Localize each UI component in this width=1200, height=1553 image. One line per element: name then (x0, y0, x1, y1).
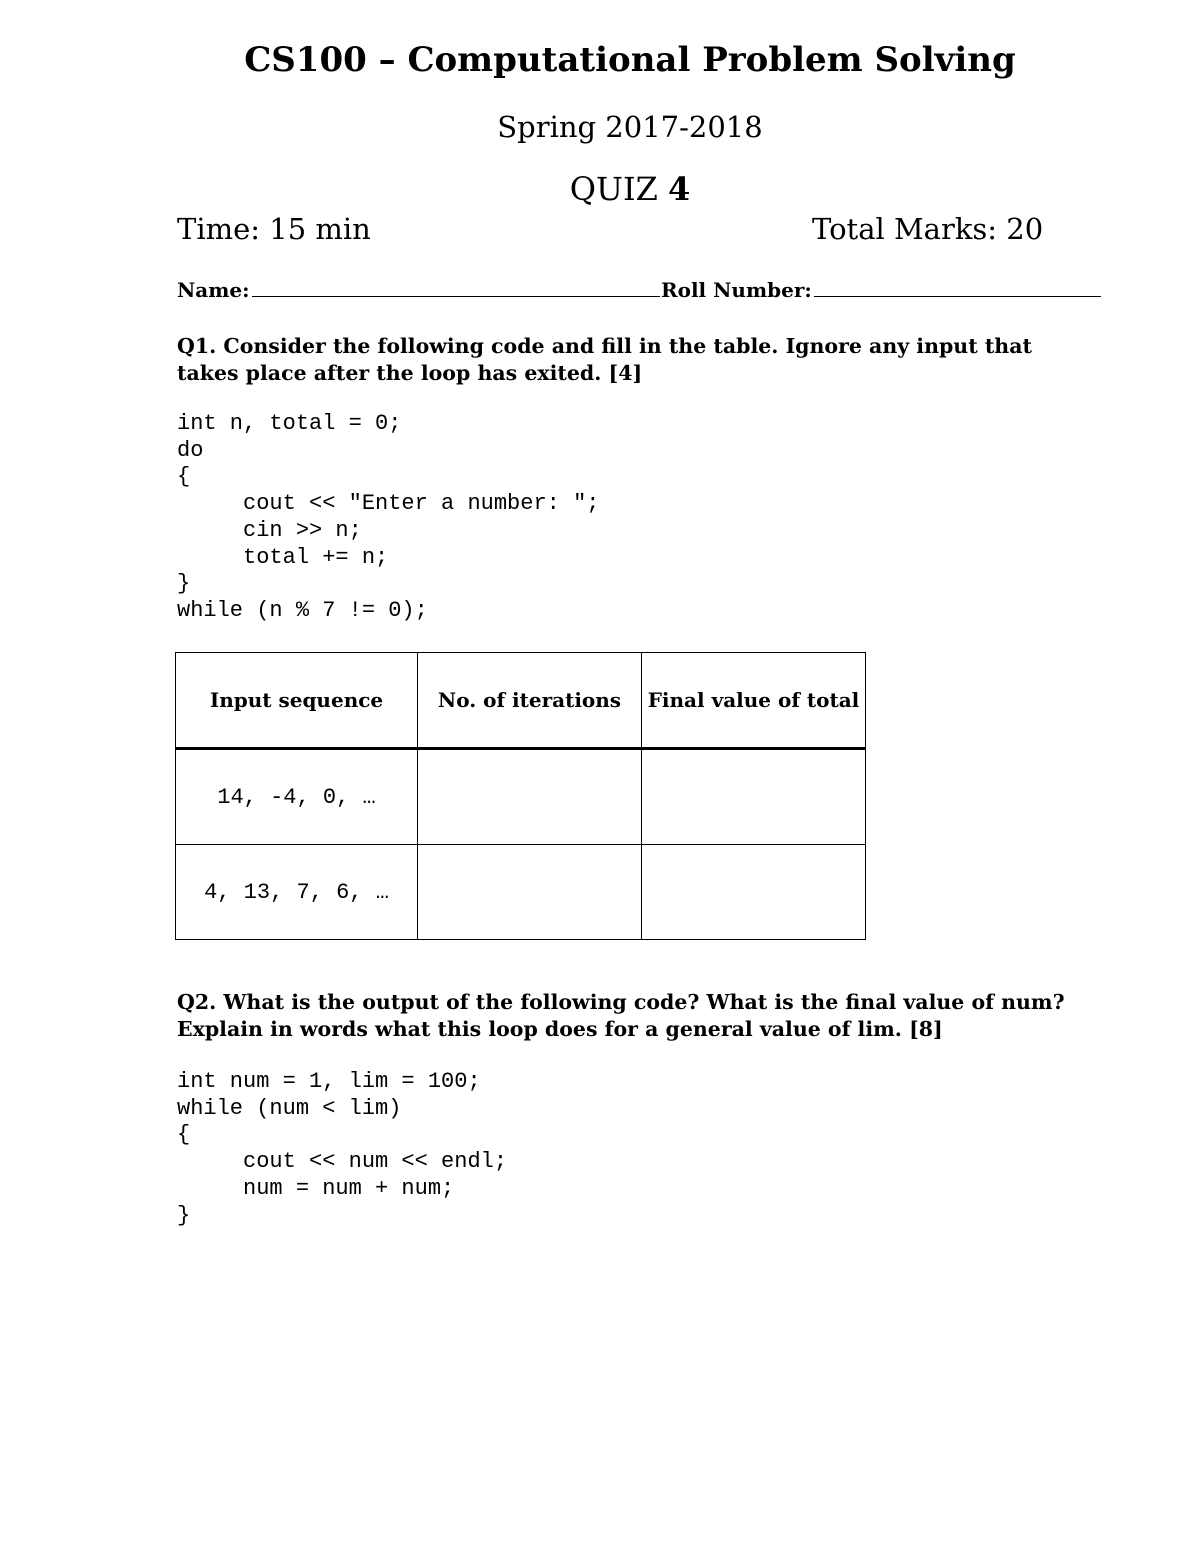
time-limit: Time: 15 min (177, 212, 371, 246)
total-answer-cell[interactable] (642, 845, 866, 940)
quiz-prefix: QUIZ (569, 170, 658, 208)
q1-label: Q1. (177, 334, 217, 358)
question-2 (177, 989, 1087, 1043)
iterations-answer-cell[interactable] (418, 845, 642, 940)
term: Spring 2017-2018 (497, 110, 763, 144)
q1-code: int n, total = 0; do { cout << "Enter a number: "; cin >> n; total += n; } while (n % 7 != 0); (177, 411, 600, 623)
q1-text: Consider the following code and fill in the table. Ignore any input that takes place after the loop has exited. (177, 334, 1032, 385)
header-input-sequence: Input sequence (176, 653, 418, 749)
q2-marks: [8] (909, 1017, 943, 1041)
name-blank[interactable] (252, 276, 660, 297)
question-1 (177, 333, 1087, 387)
q1-marks: [4] (608, 361, 643, 385)
quiz-number: 4 (667, 170, 691, 208)
roll-number-label: Roll Number: (661, 278, 812, 302)
header-iterations: No. of iterations (418, 653, 642, 749)
input-sequence-cell: 4, 13, 7, 6, … (176, 845, 418, 940)
roll-number-field[interactable] (661, 276, 1101, 302)
name-field[interactable] (177, 276, 660, 302)
total-marks: Total Marks: 20 (812, 212, 1044, 246)
table-row (176, 749, 866, 845)
table-header-row (176, 653, 866, 749)
q2-code: int num = 1, lim = 100; while (num < lim) { cout << num << endl; num = num + num; } (177, 1069, 508, 1228)
header-final-total: Final value of total (642, 653, 866, 749)
input-sequence-cell: 14, -4, 0, … (176, 749, 418, 845)
answer-table (175, 652, 866, 940)
total-answer-cell[interactable] (642, 749, 866, 845)
roll-number-blank[interactable] (814, 276, 1101, 297)
q2-label: Q2. (177, 990, 217, 1014)
name-label: Name: (177, 278, 250, 302)
quiz-heading (0, 170, 1200, 208)
iterations-answer-cell[interactable] (418, 749, 642, 845)
course-title: CS100 – Computational Problem Solving (244, 40, 1016, 80)
q2-text: What is the output of the following code? What is the final value of num? Explain in words what this loop does for a general value of lim. (177, 990, 1065, 1041)
table-row (176, 845, 866, 940)
